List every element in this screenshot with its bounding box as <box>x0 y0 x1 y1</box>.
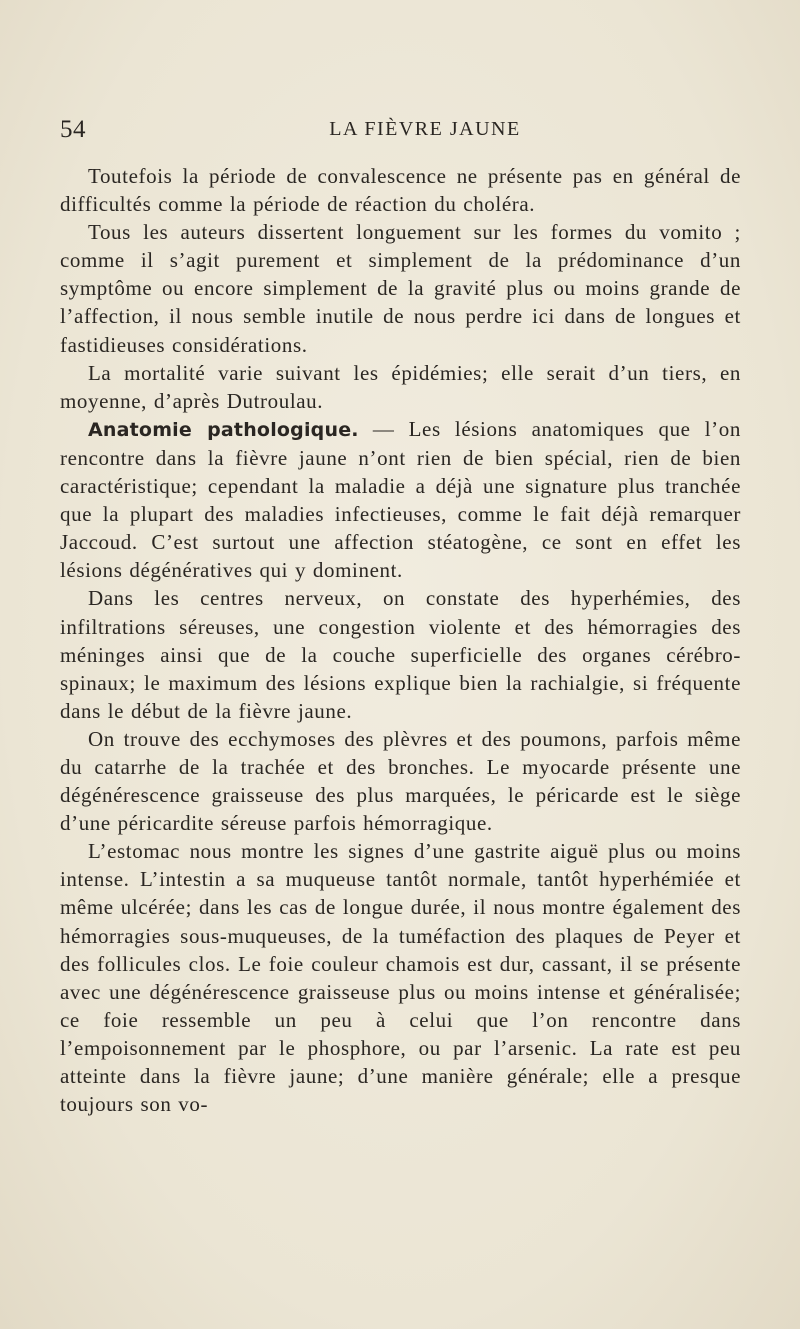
paragraph-vomito-forms: Tous les auteurs dissertent longuement sur les formes du vomito ; comme il s’agit purement et simplement de la prédominance d’un symptôme ou encore simplement de la gravité plus ou moins grande de l’affection, il nous semble inutile de nous perdre ici dans de longues et fastidieuses considérations. <box>60 220 741 357</box>
paragraph-anatomy <box>60 415 741 585</box>
body-text <box>60 162 741 1118</box>
page-number: 54 <box>60 116 86 143</box>
paragraph-pleura-myocardium: On trouve des ecchymoses des plèvres et des poumons, parfois même du catarrhe de la trachée et des bronches. Le myocarde présente une dégénérescence graisseuse des plus marquées, le péricarde est le siège d’une péricardite séreuse parfois hémorragique. <box>60 726 741 836</box>
running-head: LA FIÈVRE JAUNE <box>329 118 521 140</box>
paragraph-anatomy-text: — Les lésions anatomiques que l’on rencontre dans la fièvre jaune n’ont rien de bien spécial, rien de bien caractéristique; cependant la maladie a déjà une signature plus tranchée que la plupart des maladies infectieuses, comme le fait déjà remarquer Jaccoud. C’est surtout une affection stéatogène, ce sont en effet les lésions dégénératives qui y dominent. <box>60 416 741 583</box>
paragraph-nervous-centres: Dans les centres nerveux, on constate des hyperhémies, des infiltrations séreuses, une congestion violente et des hémorragies des méninges ainsi que de la couche superficielle des organes cérébro-spinaux; le maximum des lésions explique bien la rachialgie, si fréquente dans le début de la fièvre jaune. <box>60 586 741 723</box>
paragraph-stomach-liver: L’estomac nous montre les signes d’une gastrite aiguë plus ou moins intense. L’intestin a sa muqueuse tantôt normale, tantôt hyperhémiée et même ulcérée; dans les cas de longue durée, il nous montre également des hémorragies sous-muqueuses, de la tuméfaction des plaques de Peyer et des follicules clos. Le foie couleur chamois est dur, cassant, il se présente avec une dégénérescence graisseuse plus ou moins intense et généralisée; ce foie ressemble un peu à celui que l’on rencontre dans l’empoisonnement par le phosphore, ou par l’arsenic. La rate est peu atteinte dans la fièvre jaune; d’une manière générale; elle a presque toujours son vo- <box>60 839 741 1117</box>
paragraph-convalescence: Toutefois la période de convalescence ne présente pas en général de difficultés comme la période de réaction du choléra. <box>60 164 741 217</box>
section-heading: Anatomie pathologique. <box>88 418 359 441</box>
page-header <box>60 116 750 146</box>
paragraph-mortality: La mortalité varie suivant les épidémies; elle serait d’un tiers, en moyenne, d’après Dutroulau. <box>60 360 741 413</box>
